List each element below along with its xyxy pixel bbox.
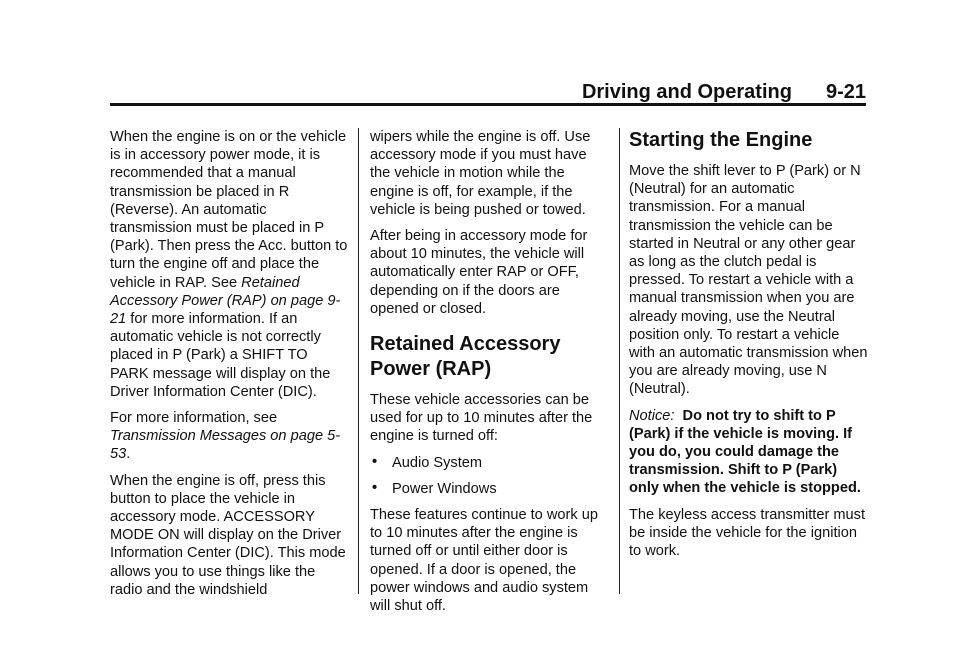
list-item: • Power Windows — [372, 479, 497, 497]
page-header — [110, 78, 866, 106]
column-divider — [619, 128, 620, 594]
paragraph: Move the shift lever to P (Park) or N (Neutral) for an automatic transmission. For a manual transmission the vehicle can be started in Neutral or any other gear as long as the clutch pedal is pressed. To restart a vehicle with a manual transmission when you are already moving, use the Neutral position only. To restart a vehicle with an automatic transmission when you are already moving, use N (Neutral). — [629, 163, 868, 398]
notice — [629, 407, 869, 498]
paragraph: These features continue to work up to 10 minutes after the engine is turned off or until either door is opened. If a door is opened, the power windows and audio system will shut off. — [370, 507, 598, 615]
cross-reference-link[interactable]: Retained Accessory Power (RAP) on page 9-21 — [110, 274, 341, 328]
paragraph: wipers while the engine is off. Use accessory mode if you must have the vehicle in motion while the engine is off, for example, if the vehicle is being pushed or towed. — [370, 129, 591, 218]
column-2 — [370, 128, 610, 623]
paragraph: For more information, see Transmission Messages on page 5-53. — [110, 410, 341, 463]
column-divider — [358, 128, 359, 594]
page-number: 9-21 — [825, 81, 866, 103]
section-title: Driving and Operating — [581, 81, 792, 103]
header-rule — [110, 103, 866, 106]
paragraph: The keyless access transmitter must be inside the vehicle for the ignition to work. — [629, 506, 866, 560]
column-3 — [629, 128, 869, 568]
bullet-icon: • — [372, 479, 378, 496]
list-item: • Audio System — [372, 453, 483, 471]
section-heading: Starting the Engine — [629, 129, 813, 151]
bullet-icon: • — [372, 453, 378, 470]
notice-text: Do not try to shift to P (Park) if the vehicle is moving. If you do, you could damage the transmission. Shift to P (Park) only when the vehicle is stopped. — [629, 407, 861, 497]
paragraph: When the engine is off, press this button to place the vehicle in accessory mode. ACCESSORY MODE ON will display on the Driver Information Center (DIC). This mode allows you to use things like the radio and the windshield — [110, 472, 346, 598]
cross-reference-link[interactable]: Transmission Messages on page 5-53 — [110, 428, 341, 463]
paragraph: When the engine is on or the vehicle is in accessory power mode, it is recommended that a manual transmission be placed in R (Reverse). An automatic transmission must be placed in P (Park). Then press the Acc. button to turn the engine off and place the vehicle in RAP. See Retained Accessory Power (RAP) on page 9-21 for more information. If an automatic vehicle is not correctly placed in P (Park) a SHIFT TO PARK message will display on the Driver Information Center (DIC). — [110, 129, 348, 400]
column-1 — [110, 128, 350, 607]
paragraph: After being in accessory mode for about 10 minutes, the vehicle will automatically enter RAP or OFF, depending on if the doors are opened or closed. — [370, 228, 588, 317]
notice-label: Notice: — [629, 407, 675, 424]
paragraph: These vehicle accessories can be used for up to 10 minutes after the engine is turned off: — [370, 392, 593, 445]
section-heading: Retained Accessory Power (RAP) — [370, 333, 561, 381]
